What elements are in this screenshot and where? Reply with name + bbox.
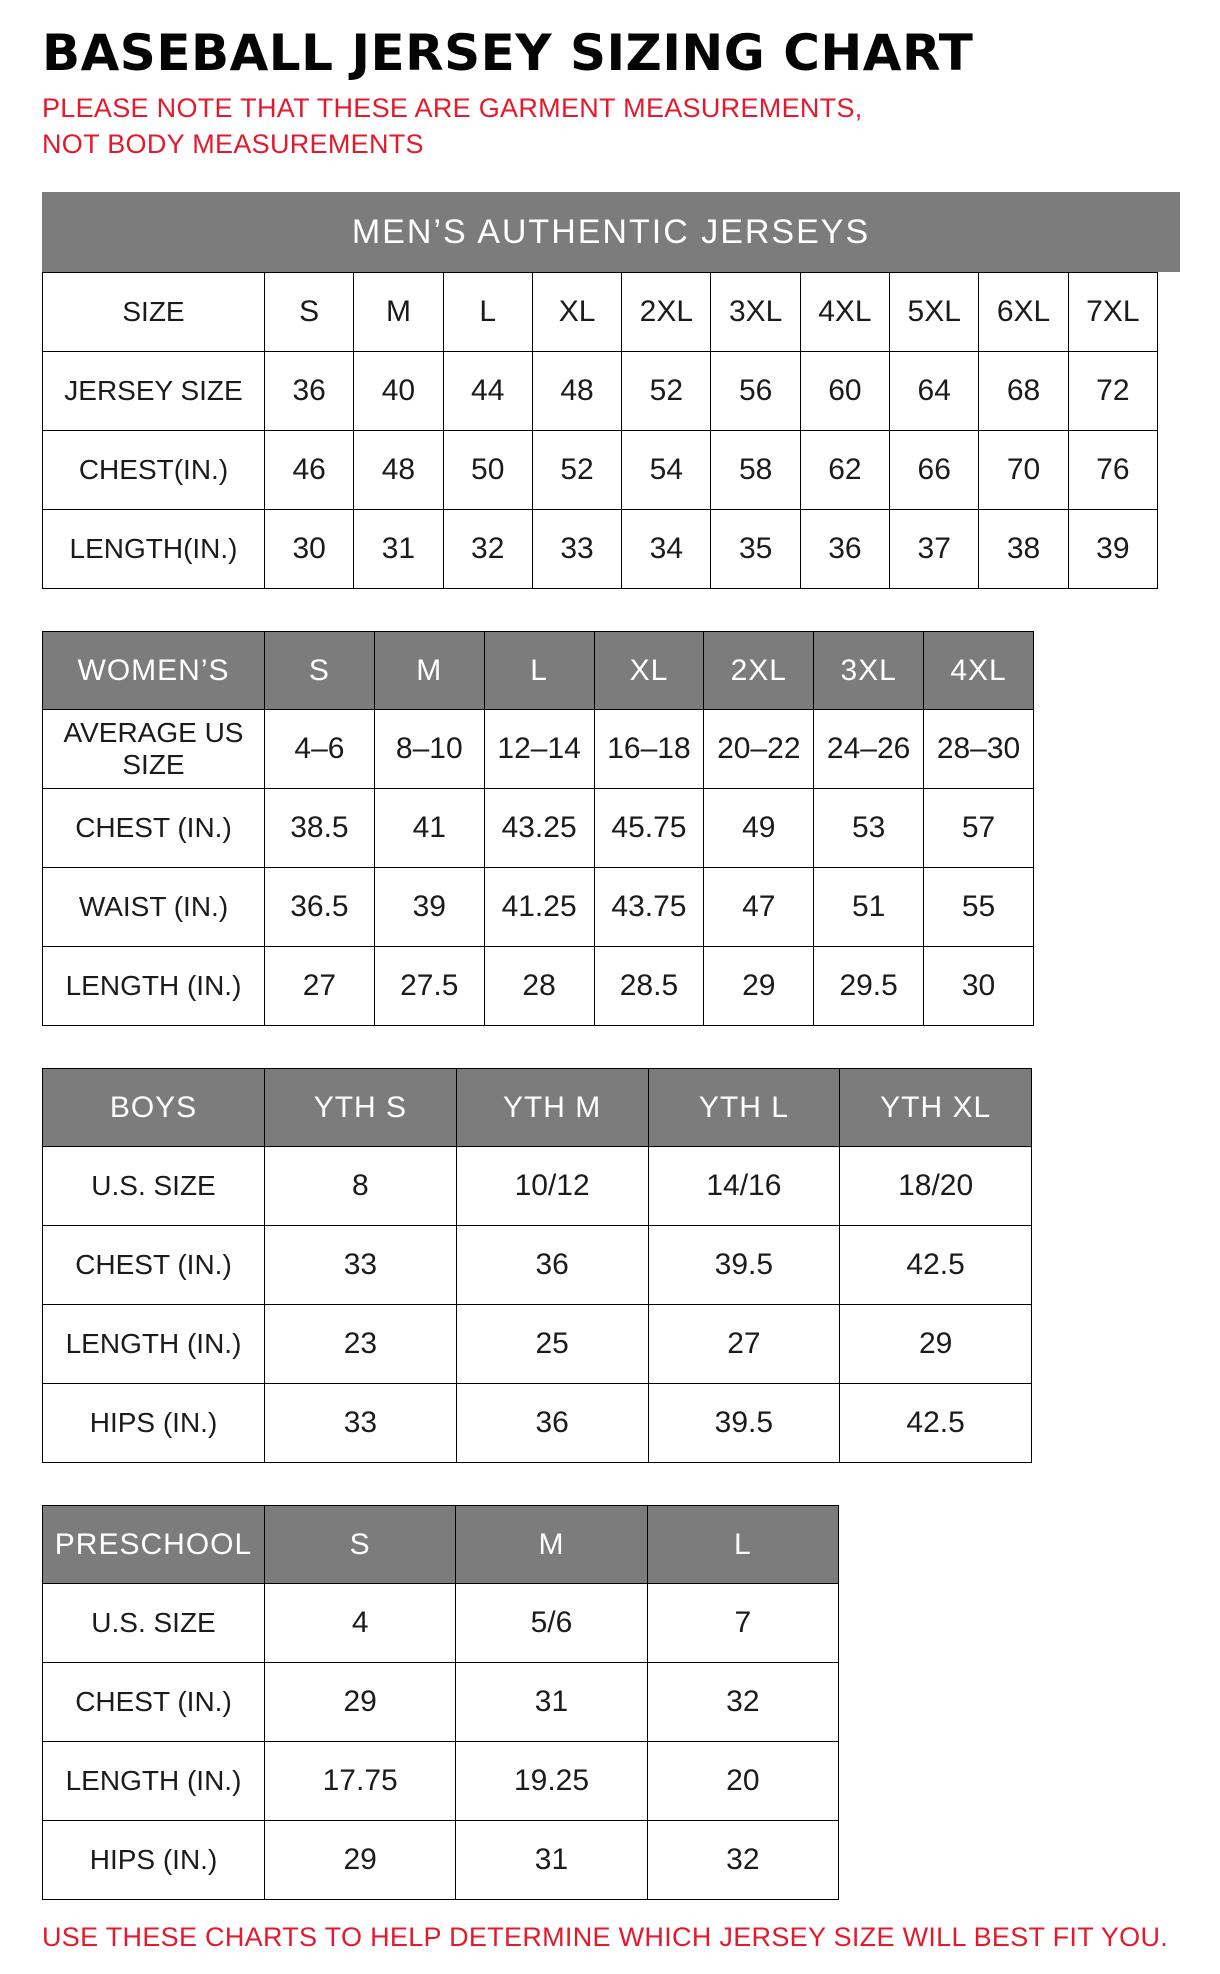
value-cell: 55 xyxy=(924,868,1034,947)
value-cell: 18/20 xyxy=(840,1147,1032,1226)
value-cell: 24–26 xyxy=(814,710,924,789)
value-cell: 10/12 xyxy=(456,1147,648,1226)
table-row xyxy=(43,789,1034,868)
value-cell: 45.75 xyxy=(594,789,704,868)
value-cell: 32 xyxy=(443,510,532,589)
value-cell: 8–10 xyxy=(374,710,484,789)
value-cell: 30 xyxy=(265,510,354,589)
row-label-cell: U.S. SIZE xyxy=(43,1147,265,1226)
value-cell: 32 xyxy=(647,1821,838,1900)
value-cell: 34 xyxy=(622,510,711,589)
header-cell: WOMEN’S xyxy=(43,632,265,710)
table-row xyxy=(43,352,1158,431)
value-cell: 31 xyxy=(354,510,443,589)
table-row xyxy=(43,710,1034,789)
value-cell: 39.5 xyxy=(648,1226,840,1305)
table-row xyxy=(43,1584,839,1663)
value-cell: 29.5 xyxy=(814,947,924,1026)
womens-jerseys-section xyxy=(42,631,1180,1026)
preschool-sizing-table xyxy=(42,1505,839,1900)
value-cell: 7 xyxy=(647,1584,838,1663)
value-cell: 4 xyxy=(265,1584,456,1663)
womens-sizing-table xyxy=(42,631,1034,1026)
value-cell: 28.5 xyxy=(594,947,704,1026)
value-cell: 49 xyxy=(704,789,814,868)
value-cell: 58 xyxy=(711,431,800,510)
value-cell: 64 xyxy=(890,352,979,431)
value-cell: 31 xyxy=(456,1821,647,1900)
value-cell: 3XL xyxy=(711,273,800,352)
value-cell: 41 xyxy=(374,789,484,868)
value-cell: 27 xyxy=(265,947,375,1026)
row-label-cell: LENGTH(IN.) xyxy=(43,510,265,589)
header-cell: BOYS xyxy=(43,1069,265,1147)
page-title: BASEBALL JERSEY SIZING CHART xyxy=(42,24,974,82)
table-row xyxy=(43,431,1158,510)
value-cell: 5/6 xyxy=(456,1584,647,1663)
table-row xyxy=(43,1384,1032,1463)
row-label-cell: LENGTH (IN.) xyxy=(43,1305,265,1384)
value-cell: 16–18 xyxy=(594,710,704,789)
value-cell: 38 xyxy=(979,510,1068,589)
table-row xyxy=(43,1305,1032,1384)
table-row xyxy=(43,1742,839,1821)
value-cell: 62 xyxy=(800,431,889,510)
value-cell: 50 xyxy=(443,431,532,510)
value-cell: 29 xyxy=(265,1821,456,1900)
value-cell: 39 xyxy=(374,868,484,947)
value-cell: 23 xyxy=(265,1305,457,1384)
value-cell: 51 xyxy=(814,868,924,947)
preschool-jerseys-section xyxy=(42,1505,1180,1900)
value-cell: 29 xyxy=(840,1305,1032,1384)
value-cell: 33 xyxy=(532,510,621,589)
value-cell: 6XL xyxy=(979,273,1068,352)
value-cell: 8 xyxy=(265,1147,457,1226)
value-cell: 46 xyxy=(265,431,354,510)
row-label-cell: CHEST (IN.) xyxy=(43,789,265,868)
value-cell: 20–22 xyxy=(704,710,814,789)
table-row xyxy=(43,947,1034,1026)
value-cell: 2XL xyxy=(622,273,711,352)
value-cell: 47 xyxy=(704,868,814,947)
value-cell: XL xyxy=(532,273,621,352)
row-label-cell: CHEST (IN.) xyxy=(43,1226,265,1305)
value-cell: 66 xyxy=(890,431,979,510)
value-cell: 32 xyxy=(647,1663,838,1742)
header-cell: M xyxy=(374,632,484,710)
value-cell: 33 xyxy=(265,1226,457,1305)
header-cell: 3XL xyxy=(814,632,924,710)
header-cell: 4XL xyxy=(924,632,1034,710)
value-cell: 57 xyxy=(924,789,1034,868)
value-cell: 5XL xyxy=(890,273,979,352)
value-cell: 36 xyxy=(456,1226,648,1305)
table-row xyxy=(43,510,1158,589)
value-cell: 48 xyxy=(532,352,621,431)
value-cell: 27 xyxy=(648,1305,840,1384)
mens-sizing-table xyxy=(42,272,1158,589)
header-cell: L xyxy=(484,632,594,710)
value-cell: 27.5 xyxy=(374,947,484,1026)
header-cell: PRESCHOOL xyxy=(43,1506,265,1584)
value-cell: 7XL xyxy=(1068,273,1157,352)
boys-sizing-table xyxy=(42,1068,1032,1463)
value-cell: 38.5 xyxy=(265,789,375,868)
header-cell: 2XL xyxy=(704,632,814,710)
row-label-cell: WAIST (IN.) xyxy=(43,868,265,947)
value-cell: 4–6 xyxy=(265,710,375,789)
value-cell: 36 xyxy=(456,1384,648,1463)
value-cell: 30 xyxy=(924,947,1034,1026)
row-label-cell: LENGTH (IN.) xyxy=(43,947,265,1026)
header-cell: L xyxy=(647,1506,838,1584)
value-cell: 70 xyxy=(979,431,1068,510)
value-cell: 31 xyxy=(456,1663,647,1742)
table-row xyxy=(43,868,1034,947)
value-cell: 17.75 xyxy=(265,1742,456,1821)
value-cell: 68 xyxy=(979,352,1068,431)
value-cell: 35 xyxy=(711,510,800,589)
table-row xyxy=(43,1147,1032,1226)
value-cell: 25 xyxy=(456,1305,648,1384)
value-cell: 60 xyxy=(800,352,889,431)
header-cell: XL xyxy=(594,632,704,710)
header-cell: YTH XL xyxy=(840,1069,1032,1147)
garment-measurements-note: PLEASE NOTE THAT THESE ARE GARMENT MEASUREMENTS, NOT BODY MEASUREMENTS xyxy=(42,93,863,159)
header-cell: YTH M xyxy=(456,1069,648,1147)
value-cell: M xyxy=(354,273,443,352)
value-cell: 29 xyxy=(265,1663,456,1742)
value-cell: 37 xyxy=(890,510,979,589)
row-label-cell: U.S. SIZE xyxy=(43,1584,265,1663)
value-cell: L xyxy=(443,273,532,352)
table-row xyxy=(43,1226,1032,1305)
header-row xyxy=(43,632,1034,710)
value-cell: 52 xyxy=(622,352,711,431)
value-cell: 40 xyxy=(354,352,443,431)
table-row xyxy=(43,1663,839,1742)
value-cell: 52 xyxy=(532,431,621,510)
value-cell: 53 xyxy=(814,789,924,868)
value-cell: S xyxy=(265,273,354,352)
header-cell: YTH L xyxy=(648,1069,840,1147)
value-cell: 41.25 xyxy=(484,868,594,947)
value-cell: 14/16 xyxy=(648,1147,840,1226)
value-cell: 72 xyxy=(1068,352,1157,431)
row-label-cell: SIZE xyxy=(43,273,265,352)
header-cell: S xyxy=(265,1506,456,1584)
value-cell: 42.5 xyxy=(840,1384,1032,1463)
boys-jerseys-section xyxy=(42,1068,1180,1463)
mens-jerseys-section xyxy=(42,192,1180,589)
row-label-cell: CHEST (IN.) xyxy=(43,1663,265,1742)
value-cell: 43.75 xyxy=(594,868,704,947)
value-cell: 19.25 xyxy=(456,1742,647,1821)
value-cell: 54 xyxy=(622,431,711,510)
header-cell: YTH S xyxy=(265,1069,457,1147)
value-cell: 48 xyxy=(354,431,443,510)
value-cell: 20 xyxy=(647,1742,838,1821)
value-cell: 33 xyxy=(265,1384,457,1463)
value-cell: 12–14 xyxy=(484,710,594,789)
row-label-cell: CHEST(IN.) xyxy=(43,431,265,510)
value-cell: 36.5 xyxy=(265,868,375,947)
value-cell: 36 xyxy=(265,352,354,431)
value-cell: 56 xyxy=(711,352,800,431)
table-row xyxy=(43,1821,839,1900)
row-label-cell: LENGTH (IN.) xyxy=(43,1742,265,1821)
value-cell: 43.25 xyxy=(484,789,594,868)
table-row xyxy=(43,273,1158,352)
value-cell: 39 xyxy=(1068,510,1157,589)
value-cell: 29 xyxy=(704,947,814,1026)
value-cell: 42.5 xyxy=(840,1226,1032,1305)
value-cell: 4XL xyxy=(800,273,889,352)
header-row xyxy=(43,1069,1032,1147)
mens-table-title: MEN’S AUTHENTIC JERSEYS xyxy=(42,192,1180,272)
value-cell: 36 xyxy=(800,510,889,589)
value-cell: 39.5 xyxy=(648,1384,840,1463)
header-cell: S xyxy=(265,632,375,710)
value-cell: 28–30 xyxy=(924,710,1034,789)
best-fit-note: USE THESE CHARTS TO HELP DETERMINE WHICH JERSEY SIZE WILL BEST FIT YOU. xyxy=(42,1922,1169,1953)
row-label-cell: JERSEY SIZE xyxy=(43,352,265,431)
value-cell: 76 xyxy=(1068,431,1157,510)
value-cell: 44 xyxy=(443,352,532,431)
value-cell: 28 xyxy=(484,947,594,1026)
header-cell: M xyxy=(456,1506,647,1584)
row-label-cell: HIPS (IN.) xyxy=(43,1384,265,1463)
header-row xyxy=(43,1506,839,1584)
row-label-cell: HIPS (IN.) xyxy=(43,1821,265,1900)
row-label-cell: AVERAGE US SIZE xyxy=(43,710,265,789)
